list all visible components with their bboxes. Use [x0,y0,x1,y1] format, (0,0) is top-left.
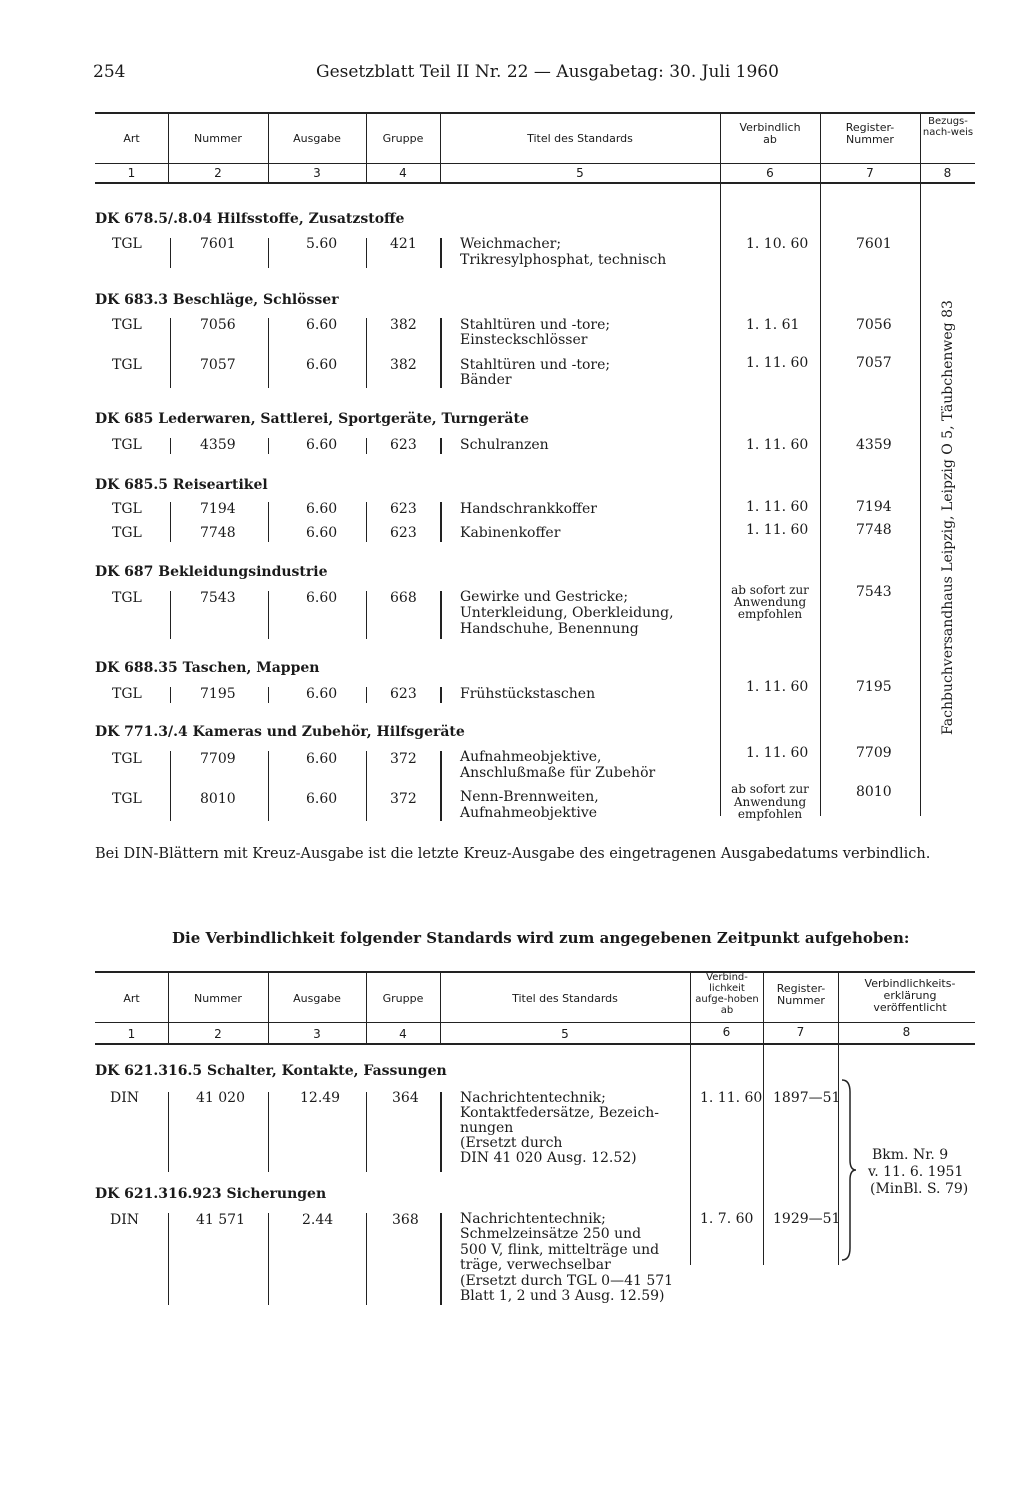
cell-nummer: 7057 [200,357,236,373]
col-number: 5 [576,166,584,180]
cell-art: DIN [110,1212,140,1228]
cell-ausgabe: 6.60 [306,437,338,453]
cell-nummer: 41 571 [196,1212,245,1228]
cell-titel: (Ersetzt durch TGL 0—41 571 [460,1273,674,1289]
cell-art: TGL [112,501,142,517]
cell-ausgabe: 6.60 [306,751,338,767]
section-title: DK 621.316.923 Sicherungen [95,1186,327,1202]
col-header-titel: Titel des Standards [527,132,633,145]
cell-register: 7195 [856,679,892,695]
col-number: 8 [943,166,952,180]
section-title: DK 621.316.5 Schalter, Kontakte, Fassungen [95,1063,447,1079]
cell-titel: Nachrichtentechnik; [460,1211,606,1227]
cell-ausgabe: 6.60 [306,791,338,807]
cell-ab: empfohlen [737,607,803,621]
cell-ab: 1. 11. 60 [746,355,809,371]
col-number: 2 [214,1027,222,1041]
cell-ab: 1. 11. 60 [746,522,809,538]
col-number: 6 [766,166,774,180]
cell-gruppe: 372 [390,751,417,767]
col-header-art: Art [123,132,140,145]
cell-ausgabe: 6.60 [306,686,338,702]
cell-ab: 1. 1. 61 [746,317,800,333]
col-header-verbindlich: Verbindlich ab [739,121,801,146]
col-header-ausgabe: Ausgabe [293,992,341,1005]
col-header-ausgabe: Ausgabe [293,132,341,145]
cell-erklaerung: (MinBl. S. 79) [870,1181,969,1197]
cell-titel: Aufnahmeobjektive, [460,749,602,765]
cell-ab: 1. 11. 60 [746,679,809,695]
cell-nummer: 7056 [200,317,236,333]
col-number: 3 [313,166,321,180]
cell-art: TGL [112,791,142,807]
cell-titel: Gewirke und Gestricke; [460,589,629,605]
cell-register: 7057 [856,355,892,371]
col-number: 1 [127,1027,136,1041]
cell-nummer: 7709 [200,751,236,767]
cell-titel: Kabinenkoffer [460,525,561,541]
col-number: 1 [127,166,136,180]
col-header-gruppe: Gruppe [382,992,424,1005]
col-number: 6 [722,1025,731,1039]
cell-nummer: 7194 [200,501,236,517]
cell-art: TGL [112,437,142,453]
cell-register: 7601 [856,236,892,252]
cell-ab: 1. 11. 60 [746,437,809,453]
cell-ausgabe: 6.60 [306,590,338,606]
page-title: Gesetzblatt Teil II Nr. 22 — Ausgabetag: 30. Juli 1960 [316,62,779,82]
col-header-register: Register-Nummer [776,982,826,1007]
cell-ausgabe: 2.44 [302,1212,334,1228]
col-header-bezug: Bezugs-nach-weis [922,116,974,138]
cell-ab: ab sofort zur [731,583,809,597]
cell-titel: Nachrichtentechnik; [460,1090,606,1106]
cell-titel: nungen [460,1120,514,1136]
col-number: 4 [399,166,407,180]
cell-ausgabe: 6.60 [306,501,338,517]
cell-art: TGL [112,317,142,333]
cell-nummer: 7748 [200,525,236,541]
col-header-nummer: Nummer [194,132,242,145]
cell-ab: Anwendung [733,595,807,609]
cell-titel: DIN 41 020 Ausg. 12.52) [460,1150,637,1166]
cell-nummer: 4359 [200,437,236,453]
col-number: 2 [214,166,222,180]
cell-titel: Stahltüren und -tore; [460,357,611,373]
cell-titel: Blatt 1, 2 und 3 Ausg. 12.59) [460,1288,665,1304]
cell-titel: 500 V, flink, mittelträge und [460,1242,660,1258]
col-number: 3 [313,1027,321,1041]
cell-gruppe: 364 [392,1090,419,1106]
cell-gruppe: 372 [390,791,417,807]
cell-titel: Frühstückstaschen [460,686,596,702]
col-header-gruppe: Gruppe [382,132,424,145]
section-title: DK 687 Bekleidungsindustrie [95,564,328,580]
cell-titel: Schulranzen [460,437,549,453]
cell-register: 7543 [856,584,892,600]
col-header-aufgehoben: Verbind-lichkeit aufge-hoben ab [695,972,759,1016]
cell-titel: Trikresylphosphat, technisch [460,252,667,268]
cell-ausgabe: 6.60 [306,525,338,541]
note-text: Bei DIN-Blättern mit Kreuz-Ausgabe ist die letzte Kreuz-Ausgabe des eingetragenen Ausgabedatums verbindlich. [95,846,931,862]
cell-nummer: 7601 [200,236,236,252]
cell-titel: Anschlußmaße für Zubehör [460,765,656,781]
cell-art: TGL [112,525,142,541]
cell-ab: ab sofort zur [731,782,809,796]
col-number: 7 [796,1025,805,1039]
cell-register: 7709 [856,745,892,761]
cell-ab: 1. 10. 60 [746,236,809,252]
cell-titel: Einsteckschlösser [460,332,588,348]
cell-titel: Stahltüren und -tore; [460,317,611,333]
section-title: DK 685 Lederwaren, Sattlerei, Sportgeräte, Turngeräte [95,411,529,427]
cell-nummer: 7195 [200,686,236,702]
cell-gruppe: 368 [392,1212,419,1228]
cell-ab: 1. 11. 60 [746,745,809,761]
cell-erklaerung: Bkm. Nr. 9 [872,1147,949,1163]
cell-nummer: 7543 [200,590,236,606]
cell-ab: 1. 11. 60 [700,1090,763,1106]
cell-titel: Weichmacher; [460,236,562,252]
col-number: 8 [902,1025,911,1039]
cell-ausgabe: 6.60 [306,317,338,333]
cell-register: 4359 [856,437,892,453]
brace-icon [838,1078,858,1263]
cell-gruppe: 623 [390,525,417,541]
col-header-nummer: Nummer [194,992,242,1005]
cell-gruppe: 421 [390,236,417,252]
cell-nummer: 8010 [200,791,236,807]
cell-ausgabe: 6.60 [306,357,338,373]
col-header-register: Register-Nummer [845,121,895,146]
cell-register: 7056 [856,317,892,333]
cell-titel: Schmelzeinsätze 250 und [460,1226,642,1242]
cell-art: TGL [112,590,142,606]
col-header-art: Art [123,992,140,1005]
cell-titel: Handschuhe, Benennung [460,621,639,637]
cell-gruppe: 382 [390,357,417,373]
cell-titel: Handschrankkoffer [460,501,597,517]
cell-art: DIN [110,1090,140,1106]
cell-titel: Unterkleidung, Oberkleidung, [460,605,674,621]
cell-titel: Bänder [460,372,512,388]
cell-register: 8010 [856,784,892,800]
cell-art: TGL [112,686,142,702]
col-header-titel: Titel des Standards [512,992,618,1005]
cell-titel: Kontaktfedersätze, Bezeich- [460,1105,660,1121]
cell-register: 7748 [856,522,892,538]
cell-gruppe: 382 [390,317,417,333]
col-number: 7 [866,166,874,180]
cell-titel: Aufnahmeobjektive [460,805,598,821]
section-heading: Die Verbindlichkeit folgender Standards wird zum angegebenen Zeitpunkt aufgehoben: [172,929,910,947]
cell-ausgabe: 12.49 [300,1090,341,1106]
page-number: 254 [93,62,126,82]
cell-register: 1929—51 [773,1211,841,1227]
cell-register: 1897—51 [773,1090,841,1106]
col-header-erklaerung: Verbindlichkeits-erklärung veröffentlicht [864,977,956,1014]
cell-ab: empfohlen [737,807,803,821]
section-title: DK 683.3 Beschläge, Schlösser [95,292,339,308]
cell-ab: Anwendung [733,795,807,809]
section-title: DK 685.5 Reiseartikel [95,477,268,493]
cell-art: TGL [112,357,142,373]
cell-ausgabe: 5.60 [306,236,338,252]
cell-gruppe: 623 [390,437,417,453]
cell-ab: 1. 11. 60 [746,499,809,515]
cell-art: TGL [112,236,142,252]
cell-erklaerung: v. 11. 6. 1951 [868,1164,964,1180]
section-title: DK 771.3/.4 Kameras und Zubehör, Hilfsgeräte [95,724,465,740]
section-title: DK 688.35 Taschen, Mappen [95,660,320,676]
cell-titel: Nenn-Brennweiten, [460,789,599,805]
col-number: 5 [561,1027,569,1041]
cell-art: TGL [112,751,142,767]
cell-gruppe: 668 [390,590,417,606]
cell-titel: (Ersetzt durch [460,1135,563,1151]
cell-titel: träge, verwechselbar [460,1257,611,1273]
cell-gruppe: 623 [390,686,417,702]
bezugsnachweis-text: Fachbuchversandhaus Leipzig, Leipzig O 5, Täubchenweg 83 [940,300,956,735]
cell-nummer: 41 020 [196,1090,245,1106]
cell-ab: 1. 7. 60 [700,1211,754,1227]
cell-register: 7194 [856,499,892,515]
cell-gruppe: 623 [390,501,417,517]
col-number: 4 [399,1027,407,1041]
section-title: DK 678.5/.8.04 Hilfsstoffe, Zusatzstoffe [95,211,405,227]
